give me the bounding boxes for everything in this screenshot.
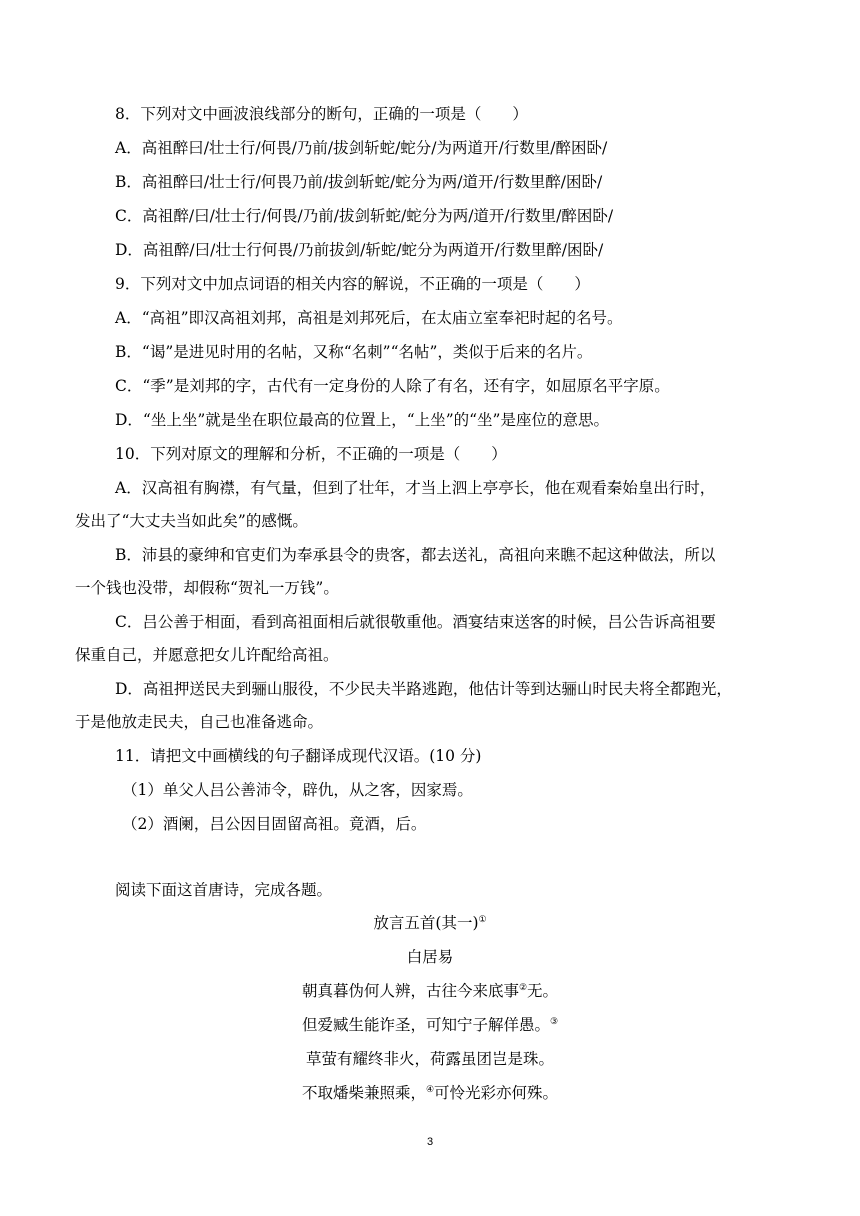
question-11-stem: 11．请把文中画横线的句子翻译成现代汉语。(10 分) [115,747,482,765]
poem-title [0,913,860,933]
question-9-option-b: B．“谒”是进见时用的名帖，又称“名刺”“名帖”，类似于后来的名片。 [115,343,593,361]
poem-title-note: ① [478,914,487,925]
poem-line-4 [0,1083,860,1103]
poem-line-2-note: ③ [549,1016,559,1027]
question-10-stem: 10．下列对原文的理解和分析，不正确的一项是（ ） [115,445,507,463]
question-11-item-2: （2）酒阑，吕公因目固留高祖。竟酒，后。 [122,815,427,833]
poem-line-4-b: 可怜光彩亦何殊。 [434,1084,559,1102]
question-9-option-d: D．“坐上坐”就是坐在职位最高的位置上，“上坐”的“坐”是座位的意思。 [115,411,609,429]
question-10-option-d-line2: 于是他放走民夫，自己也准备逃命。 [75,713,324,731]
poem-author: 白居易 [406,948,454,966]
question-10-option-b-line2: 一个钱也没带，却假称“贺礼一万钱”。 [75,579,339,597]
question-10-option-d-line1: D．高祖押送民夫到骊山服役，不少民夫半路逃跑，他估计等到达骊山时民夫将全都跑光， [115,680,732,698]
question-9-option-a: A．“高祖”即汉高祖刘邦，高祖是刘邦死后，在太庙立室奉祀时起的名号。 [115,309,623,327]
question-10-option-a-line1: A．汉高祖有胸襟，有气量，但到了壮年，才当上泗上亭亭长，他在观看秦始皇出行时， [115,479,716,497]
question-10-option-b-line1: B．沛县的豪绅和官吏们为奉承县令的贵客，都去送礼，高祖向来瞧不起这种做法，所以 [115,546,716,564]
poem-line-2 [0,1015,860,1035]
question-8-option-c: C．高祖醉/曰/壮士行/何畏/乃前/拔剑斩蛇/蛇分为两/道开/行数里/醉困卧/ [115,207,614,225]
poem-line-4-note: ④ [425,1084,435,1095]
poem-intro: 阅读下面这首唐诗，完成各题。 [115,881,333,899]
question-10-option-a-line2: 发出了“大丈夫当如此矣”的感慨。 [75,512,308,530]
question-8-option-a: A．高祖醉曰/壮士行/何畏/乃前/拔剑斩蛇/蛇分/为两道开/行数里/醉困卧/ [115,139,608,157]
question-9-stem: 9．下列对文中加点词语的相关内容的解说，不正确的一项是（ ） [115,275,590,293]
question-8-option-b: B．高祖醉曰/壮士行/何畏乃前/拔剑斩蛇/蛇分为两/道开/行数里醉/困卧/ [115,173,603,191]
poem-line-1-b: 无。 [527,982,559,1000]
poem-line-3: 草萤有耀终非火，荷露虽团岂是珠。 [305,1050,554,1068]
question-8-option-d: D．高祖醉/曰/壮士行何畏/乃前拔剑/斩蛇/蛇分为两道开/行数里醉/困卧/ [115,241,604,259]
poem-line-1-a: 朝真暮伪何人辨，古往今来底事 [301,982,519,1000]
poem-line-1 [0,981,860,1001]
poem-line-4-a: 不取燔柴兼照乘， [301,1084,426,1102]
question-10-option-c-line2: 保重自己，并愿意把女儿许配给高祖。 [75,646,339,664]
question-11-item-1: （1）单父人吕公善沛令，辟仇，从之客，因家焉。 [122,781,473,799]
question-10-option-c-line1: C．吕公善于相面，看到高祖面相后就很敬重他。酒宴结束送客的时候，吕公告诉高祖要 [115,613,716,631]
question-9-option-c: C．“季”是刘邦的字，古代有一定身份的人除了有名，还有字，如屈原名平字原。 [115,377,670,395]
question-8-stem: 8．下列对文中画波浪线部分的断句，正确的一项是（ ） [115,105,528,123]
poem-line-2-a: 但爱臧生能诈圣，可知宁子解佯愚。 [301,1016,550,1034]
page-number: 3 [426,1136,434,1148]
poem-line-1-note: ② [518,982,528,993]
poem-title-text: 放言五首(其一) [373,914,479,932]
